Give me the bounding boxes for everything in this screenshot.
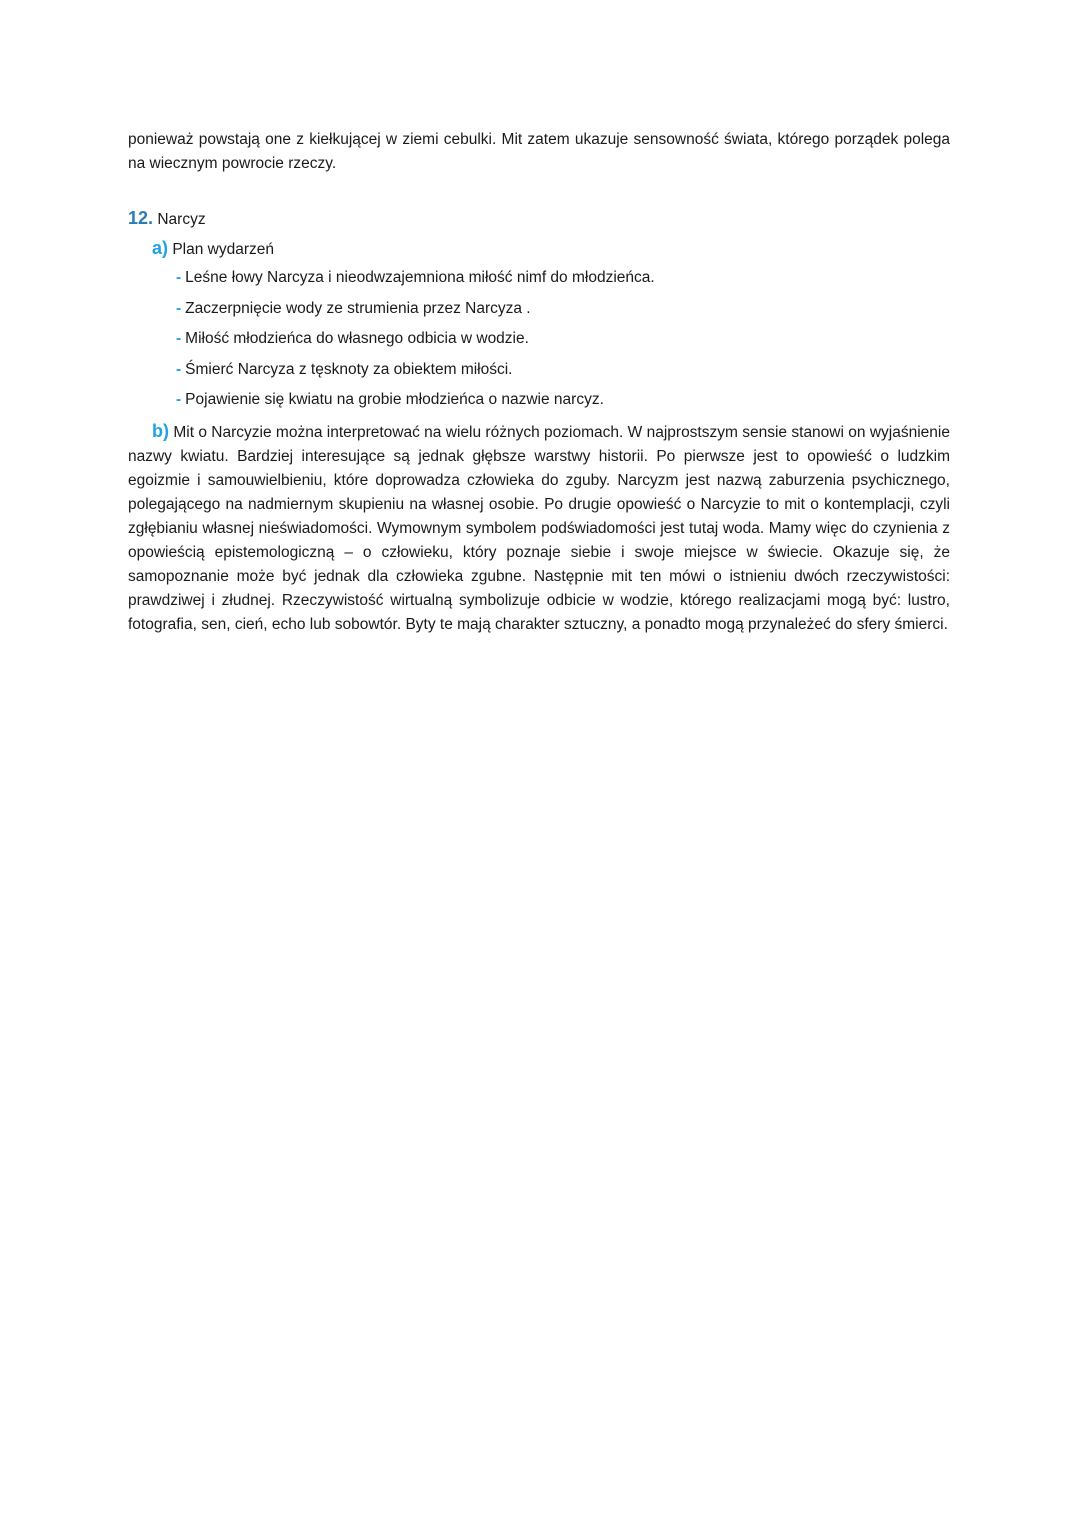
subsection-a-heading	[152, 236, 950, 262]
subsection-b-paragraph	[128, 419, 950, 637]
dash-bullet-icon: -	[176, 330, 182, 347]
document-page	[128, 128, 950, 637]
event-plan-list	[176, 266, 950, 412]
subsection-b-letter: b)	[152, 420, 169, 441]
section-heading	[128, 206, 950, 232]
subsection-a-letter: a)	[152, 238, 169, 258]
dash-bullet-icon: -	[176, 299, 182, 317]
dash-bullet-icon: -	[176, 360, 182, 378]
list-item: - Śmierć Narcyza z tęsknoty za obiektem miłości.	[176, 360, 513, 378]
list-item: - Miłość młodzieńca do własnego odbicia w wodzie.	[176, 330, 529, 347]
list-item: - Leśne łowy Narcyza i nieodwzajemniona miłość nimf do młodzieńca.	[176, 269, 655, 286]
section-title: Narcyz	[157, 211, 206, 228]
subsection-b-text: Mit o Narcyzie można interpretować na wielu różnych poziomach. W najprostszym sensie stanowi on wyjaśnienie nazwy kwiatu. Bardziej interesujące są jednak głębsze warstwy historii. Po pierwsze jest to opowieść o ludzkim egoizmie i samouwielbieniu, które doprowadza człowieka do zguby. Narcyzm jest nazwą zaburzenia psychicznego, polegającego na nadmiernym skupieniu na własnej osobie. Po drugie opowieść o Narcyzie to mit o kontemplacji, czyli zgłębianiu własnej nieświadomości. Wymownym symbolem podświadomości jest tutaj woda. Mamy więc do czynienia z opowieścią epistemologiczną – o człowieku, który poznaje siebie i swoje miejsce w świecie. Okazuje się, że samopoznanie może być jednak dla człowieka zgubne. Następnie mit ten mówi o istnieniu dwóch rzeczywistości: prawdziwej i złudnej. Rzeczywistość wirtualną symbolizuje odbicie w wodzie, którego realizacjami mogą być: lustro, fotografia, sen, cień, echo lub sobowtór. Byty te mają charakter sztuczny, a ponadto mogą przynależeć do sfery śmierci.	[128, 423, 950, 633]
list-item: - Zaczerpnięcie wody ze strumienia przez Narcyza .	[176, 299, 531, 317]
intro-paragraph: ponieważ powstają one z kiełkującej w ziemi cebulki. Mit zatem ukazuje sensowność świata, którego porządek polega na wiecznym powrocie rzeczy.	[128, 131, 950, 172]
dash-bullet-icon: -	[176, 391, 182, 408]
subsection-a-title: Plan wydarzeń	[172, 241, 274, 258]
list-item: - Pojawienie się kwiatu na grobie młodzieńca o nazwie narcyz.	[176, 391, 604, 408]
dash-bullet-icon: -	[176, 269, 182, 286]
section-number: 12.	[128, 208, 154, 228]
